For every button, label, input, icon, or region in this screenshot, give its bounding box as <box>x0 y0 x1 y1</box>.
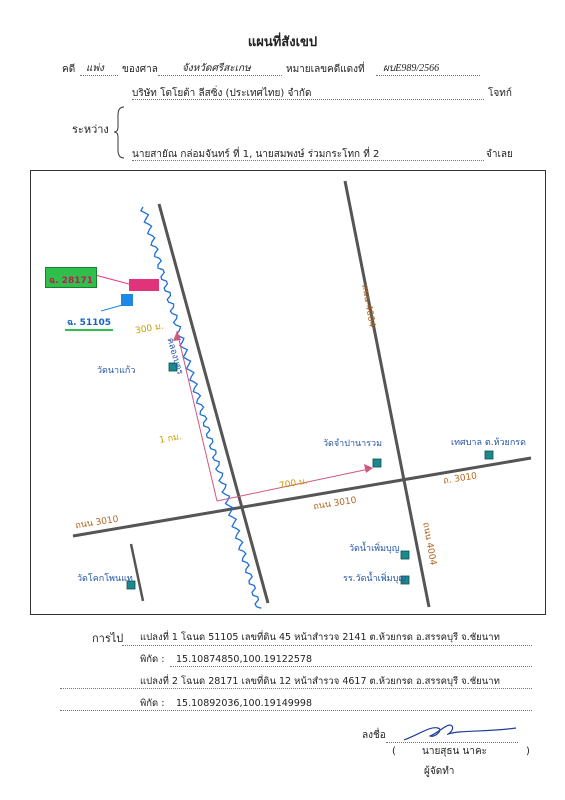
defendant-role: จำเลย <box>486 149 513 160</box>
road-label-3010-right: ถ. 3010 <box>442 471 478 487</box>
parcel-label-28171: ฉ. 28171 <box>45 267 97 288</box>
coord1-value: 15.10874850,100.19122578 <box>176 654 312 665</box>
place-wat-samakkhi: วัดจำปานารวม <box>323 439 383 449</box>
parcel-51105 <box>121 294 133 306</box>
to-label: การไป <box>92 632 124 645</box>
map-frame <box>30 170 546 615</box>
place-school: รร.วัดน้ำเพิ่มบุญ <box>343 574 406 584</box>
parcel-28171-leader <box>95 275 129 284</box>
coord2-value: 15.10892036,100.19149998 <box>176 698 312 709</box>
page-title: แผนที่สังเขป <box>247 35 318 50</box>
signer-role: ผู้จัดทำ <box>424 766 455 777</box>
signature-mark <box>400 716 520 746</box>
distance-label-1km: 1 กม. <box>158 432 183 446</box>
brace-icon <box>112 105 126 160</box>
marker-wat-samakkhi <box>373 459 381 467</box>
lot1-text: แปลงที่ 1 โฉนด 51105 เลขที่ดิน 45 หน้าสำรวจ 2141 ต.ห้วยกรด อ.สรรคบุรี จ.ชัยนาท <box>140 632 500 643</box>
between-label: ระหว่าง <box>72 123 109 136</box>
sign-label: ลงชื่อ <box>362 730 386 741</box>
map-canvas <box>31 171 547 616</box>
place-wat-nam-kham: วัดน้ำเพิ่มบุญ <box>349 544 400 554</box>
marker-wat-nam-kham <box>401 551 409 559</box>
court-prefix: ของศาล <box>122 64 158 75</box>
defendant: นายสายัณ กล่อมจันทร์ ที่ 1, นายสมพงษ์ ร่วมกระโทก ที่ 2 <box>132 149 380 160</box>
signer-name: นายสุธน นาคะ <box>422 746 488 757</box>
road-label-4004-top: ถนน 4004 <box>359 283 377 329</box>
road-diagonal <box>159 204 268 603</box>
place-tessaban: เทศบาล ต.ห้วยกรด <box>451 438 526 448</box>
plaintiff-role: โจทก์ <box>488 88 512 99</box>
coord2-label: พิกัด : <box>140 698 165 709</box>
parcel-28171 <box>129 279 159 291</box>
lot2-text: แปลงที่ 2 โฉนด 28171 เลขที่ดิน 12 หน้าสำรวจ 4617 ต.ห้วยกรด อ.สรรคบุรี จ.ชัยนาท <box>140 676 500 687</box>
black-no-label: หมายเลขคดีแดงที่ <box>286 64 365 75</box>
black-no: ผบE989/2566 <box>383 63 440 74</box>
place-wat-na-kaew: วัดนาแก้ว <box>97 366 136 376</box>
route-arrow-end <box>364 464 373 473</box>
marker-tessaban <box>485 451 493 459</box>
plaintiff: บริษัท โตโยต้า ลีสซิ่ง (ประเทศไทย) จำกัด <box>132 88 312 99</box>
road-label-3010-left: ถนน 3010 <box>74 514 120 532</box>
canal-label: คลองบุตร <box>164 336 185 376</box>
place-wat-khok: วัดโคกโพนแท <box>77 574 133 584</box>
coord1-label: พิกัด : <box>140 654 165 665</box>
distance-label-300: 300 ม. <box>134 321 165 337</box>
road-label-3010-mid: ถนน 3010 <box>312 495 358 513</box>
case-label: คดี <box>62 64 76 75</box>
court-name: จังหวัดศรีสะเกษ <box>182 63 251 74</box>
signer-open-paren: ( <box>392 746 396 757</box>
case-type: แพ่ง <box>86 63 104 74</box>
road-label-4004-bottom: ถนน 4004 <box>420 521 438 567</box>
canal-line <box>141 207 261 608</box>
signer-close-paren: ) <box>526 746 530 757</box>
parcel-label-51105: ฉ. 51105 <box>65 310 113 331</box>
distance-label-700: 700 ม. <box>278 476 309 492</box>
